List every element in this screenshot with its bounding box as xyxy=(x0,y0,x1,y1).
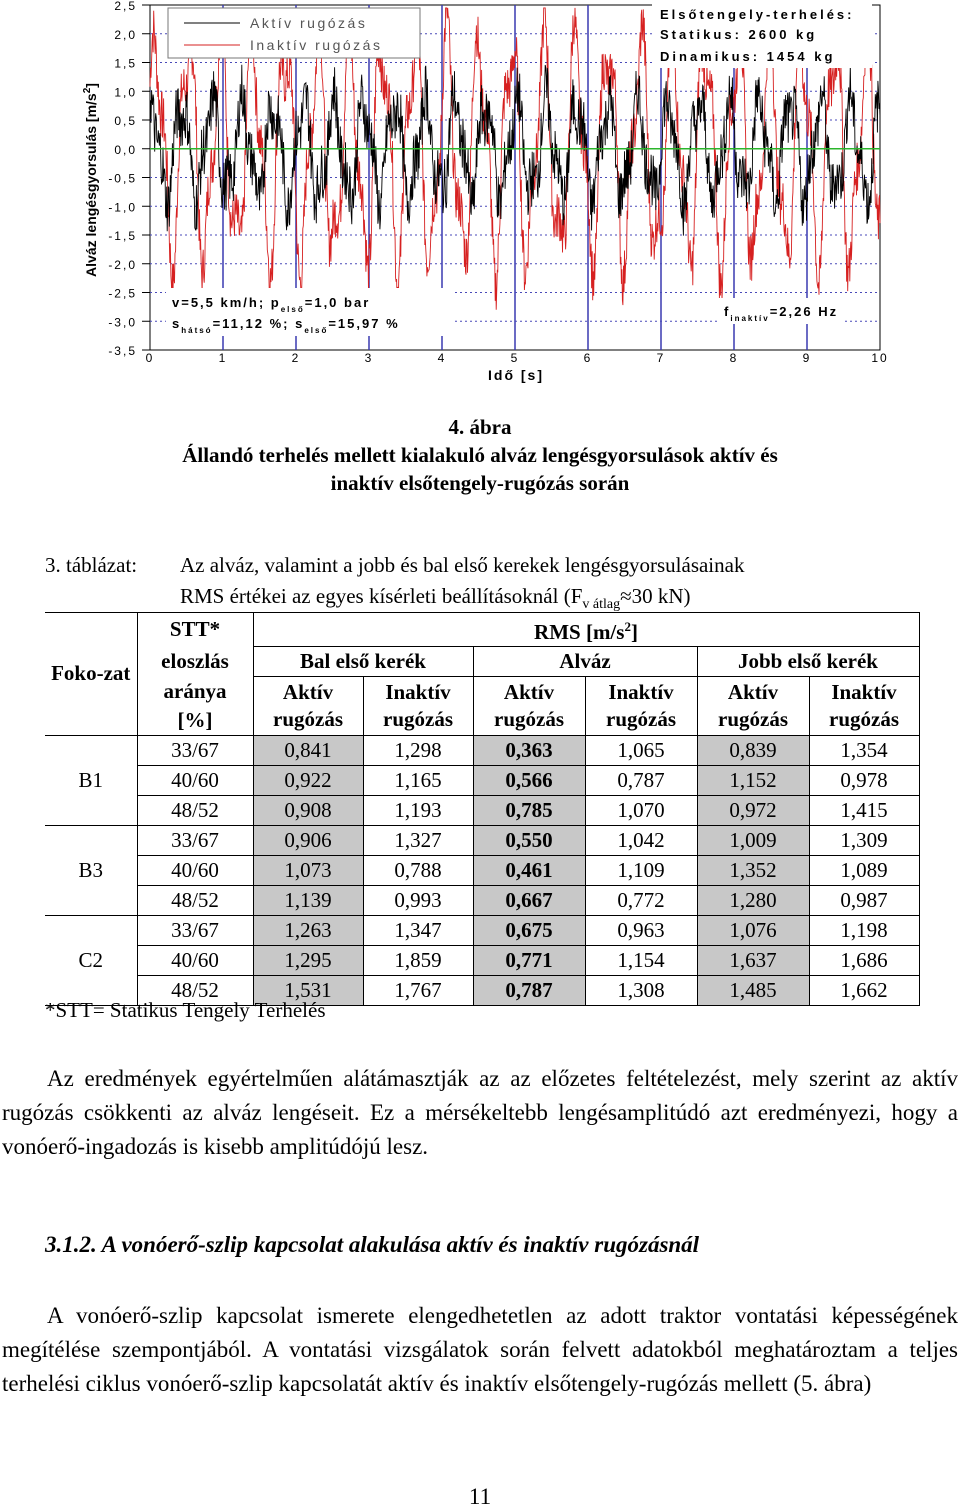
value-cell: 1,070 xyxy=(585,795,697,825)
value-cell: 1,109 xyxy=(585,855,697,885)
header-rms: RMS $[m/s^2]$ xyxy=(253,613,919,647)
value-cell: 0,908 xyxy=(253,795,363,825)
value-cell: 0,993 xyxy=(363,885,473,915)
value-cell: 0,841 xyxy=(253,735,363,765)
x-tick-label: 4 xyxy=(437,351,447,365)
value-cell: 0,667 xyxy=(473,885,585,915)
value-cell: 0,963 xyxy=(585,915,697,945)
x-tick-label: 9 xyxy=(802,351,812,365)
value-cell: 0,788 xyxy=(363,855,473,885)
value-cell: 0,922 xyxy=(253,765,363,795)
x-tick-label: 8 xyxy=(729,351,739,365)
paragraph-results: Az eredmények egyértelműen alátámasztják az az előzetes feltételezést, mely szerint az aktív rugózás csökkenti az alváz lengéseit. Ez a mérsékeltebb lengésamplitúdó azt eredményezi, hogy a vonóerő-ingadozás is kisebb amplitúdójú lesz. xyxy=(2,1066,958,1159)
value-cell: 0,772 xyxy=(585,885,697,915)
svg-text:v=5,5 km/h; pelső=1,0 bar: v=5,5 km/h; $p_{első}=1,0$ bar xyxy=(172,295,371,314)
value-cell: 1,152 xyxy=(697,765,809,795)
x-tick-label: 2 xyxy=(291,351,301,365)
value-cell: 1,089 xyxy=(809,855,919,885)
x-axis-label: Idő [s] xyxy=(488,367,544,383)
y-tick-label: 0,0 xyxy=(114,142,137,157)
acceleration-chart xyxy=(0,0,960,400)
value-cell: 1,280 xyxy=(697,885,809,915)
value-cell: 0,787 xyxy=(585,765,697,795)
frequency-annotation xyxy=(718,298,842,324)
legend xyxy=(168,8,420,58)
ratio-cell: 33/67 xyxy=(137,825,253,855)
figure-caption-line1: Állandó terhelés mellett kialakuló alváz lengésgyorsulások aktív és xyxy=(182,443,778,467)
value-cell: 1,154 xyxy=(585,945,697,975)
header-left-wheel: Bal első kerék xyxy=(253,647,473,677)
value-cell: 0,675 xyxy=(473,915,585,945)
svg-text:finaktív=2,26 Hz: $f_{inaktív}=2,26$ Hz xyxy=(724,304,839,323)
table-label: 3. táblázat: xyxy=(45,553,138,577)
table-row xyxy=(45,945,919,975)
value-cell: 1,263 xyxy=(253,915,363,945)
svg-text:Statikus: 2600 kg: Statikus: 2600 kg xyxy=(660,27,818,42)
value-cell: 0,785 xyxy=(473,795,585,825)
x-tick-label: 3 xyxy=(364,351,374,365)
value-cell: 0,972 xyxy=(697,795,809,825)
value-cell: 0,787 xyxy=(473,975,585,1005)
table-row xyxy=(45,795,919,825)
value-cell: 0,363 xyxy=(473,735,585,765)
sub-inactive: Inaktív rugózás xyxy=(809,677,919,736)
value-cell: 1,193 xyxy=(363,795,473,825)
value-cell: 1,009 xyxy=(697,825,809,855)
stage-cell: B3 xyxy=(45,825,137,915)
value-cell: 0,461 xyxy=(473,855,585,885)
y-tick-label: 1,5 xyxy=(114,56,137,71)
sub-active: Aktív rugózás xyxy=(253,677,363,736)
load-annotation xyxy=(652,4,872,68)
value-cell: 1,686 xyxy=(809,945,919,975)
value-cell: 1,042 xyxy=(585,825,697,855)
y-tick-label: 1,0 xyxy=(114,85,137,100)
svg-text:shátsó=11,12 %; selső=15,97 %: $s_{hátsó}=11,12$ %; $s_{első}=15,97$ % xyxy=(172,316,400,335)
y-tick-label: -0,5 xyxy=(108,171,137,186)
value-cell: 0,839 xyxy=(697,735,809,765)
section-title: 3.1.2. A vonóerő-szlip kapcsolat alakulása aktív és inaktív rugózásnál xyxy=(45,1232,700,1257)
y-tick-label: 2,0 xyxy=(114,27,137,42)
stage-cell: C2 xyxy=(45,915,137,1005)
value-cell: 1,485 xyxy=(697,975,809,1005)
header-chassis: Alváz xyxy=(473,647,697,677)
value-cell: 0,550 xyxy=(473,825,585,855)
y-axis-label: Alváz lengésgyorsulás $[m/s^2]$ xyxy=(82,83,99,277)
value-cell: 1,859 xyxy=(363,945,473,975)
y-tick-label: 2,5 xyxy=(114,0,137,13)
value-cell: 1,309 xyxy=(809,825,919,855)
header-stt-3: aránya xyxy=(137,677,253,706)
x-tick-label: 1 xyxy=(218,351,228,365)
value-cell: 0,906 xyxy=(253,825,363,855)
sub-active: Aktív rugózás xyxy=(473,677,585,736)
value-cell: 1,767 xyxy=(363,975,473,1005)
y-tick-label: -3,5 xyxy=(108,344,137,358)
y-tick-label: -1,5 xyxy=(108,229,137,243)
table-row xyxy=(45,825,919,855)
x-tick-label: 0 xyxy=(145,351,155,365)
svg-text:Dinamikus: 1454 kg: Dinamikus: 1454 kg xyxy=(660,49,836,64)
rms-table xyxy=(45,612,920,1006)
x-tick-label: 10 xyxy=(871,351,889,365)
figure-number: 4. ábra xyxy=(448,415,512,439)
x-tick-label: 6 xyxy=(583,351,593,365)
page-number: 11 xyxy=(468,1484,492,1509)
value-cell: 1,076 xyxy=(697,915,809,945)
paragraph-traction: A vonóerő-szlip kapcsolat ismerete elengedhetetlen az adott traktor vontatási képességének megítélése szempontjából. A vontatási vizsgálatok során felvett adatokból meghatároztam a teljes terhelési ciklus vonóerő-szlip kapcsolatát aktív és inaktív elsőtengely-rugózás mellett (5. ábra) xyxy=(2,1303,958,1396)
y-tick-labels xyxy=(108,0,150,358)
header-right-wheel: Jobb első kerék xyxy=(697,647,919,677)
sub-inactive: Inaktív rugózás xyxy=(585,677,697,736)
x-tick-label: 7 xyxy=(656,351,666,365)
table-footnote: *STT= Statikus Tengely Terhelés xyxy=(45,998,326,1022)
stage-cell: B1 xyxy=(45,735,137,825)
conditions-annotation xyxy=(166,288,452,336)
value-cell: 1,308 xyxy=(585,975,697,1005)
value-cell: 1,065 xyxy=(585,735,697,765)
figure-caption-line2: inaktív elsőtengely-rugózás során xyxy=(330,471,630,495)
table-row xyxy=(45,765,919,795)
value-cell: 1,198 xyxy=(809,915,919,945)
value-cell: 1,165 xyxy=(363,765,473,795)
value-cell: 1,327 xyxy=(363,825,473,855)
value-cell: 1,531 xyxy=(253,975,363,1005)
header-stt-4: [%] xyxy=(137,706,253,736)
table-row xyxy=(45,855,919,885)
table-row xyxy=(45,915,919,945)
value-cell: 0,566 xyxy=(473,765,585,795)
y-tick-label: 0,5 xyxy=(114,114,137,128)
value-cell: 0,771 xyxy=(473,945,585,975)
legend-label-inactive: Inaktív rugózás xyxy=(250,37,383,53)
value-cell: 1,354 xyxy=(809,735,919,765)
ratio-cell: 33/67 xyxy=(137,915,253,945)
table-caption-line1: Az alváz, valamint a jobb és bal első kerekek lengésgyorsulásainak xyxy=(180,553,745,577)
header-stt-1: STT* xyxy=(137,613,253,647)
ratio-cell: 48/52 xyxy=(137,975,253,1005)
x-tick-labels xyxy=(146,351,889,365)
header-fokozat: Foko-zat xyxy=(45,613,137,736)
ratio-cell: 40/60 xyxy=(137,765,253,795)
value-cell: 1,352 xyxy=(697,855,809,885)
x-tick-label: 5 xyxy=(510,351,520,365)
ratio-cell: 40/60 xyxy=(137,945,253,975)
table-caption-line2: RMS értékei az egyes kísérleti beállításoknál ($F_{v átlag}\approx 30$ kN) xyxy=(180,584,691,613)
value-cell: 1,637 xyxy=(697,945,809,975)
y-tick-label: -2,5 xyxy=(108,286,137,301)
y-tick-label: -2,0 xyxy=(108,257,137,272)
value-cell: 0,978 xyxy=(809,765,919,795)
ratio-cell: 48/52 xyxy=(137,885,253,915)
sub-active: Aktív rugózás xyxy=(697,677,809,736)
ratio-cell: 40/60 xyxy=(137,855,253,885)
y-tick-label: -1,0 xyxy=(108,200,137,215)
svg-text:Elsőtengely-terhelés:: Elsőtengely-terhelés: xyxy=(660,7,855,22)
ratio-cell: 48/52 xyxy=(137,795,253,825)
y-tick-label: -3,0 xyxy=(108,315,137,330)
value-cell: 1,073 xyxy=(253,855,363,885)
legend-label-active: Aktív rugózás xyxy=(250,15,368,31)
value-cell: 1,415 xyxy=(809,795,919,825)
table-row xyxy=(45,885,919,915)
value-cell: 1,139 xyxy=(253,885,363,915)
value-cell: 1,662 xyxy=(809,975,919,1005)
ratio-cell: 33/67 xyxy=(137,735,253,765)
table-row xyxy=(45,735,919,765)
value-cell: 1,347 xyxy=(363,915,473,945)
value-cell: 1,295 xyxy=(253,945,363,975)
sub-inactive: Inaktív rugózás xyxy=(363,677,473,736)
header-stt-2: eloszlás xyxy=(137,647,253,677)
value-cell: 0,987 xyxy=(809,885,919,915)
value-cell: 1,298 xyxy=(363,735,473,765)
